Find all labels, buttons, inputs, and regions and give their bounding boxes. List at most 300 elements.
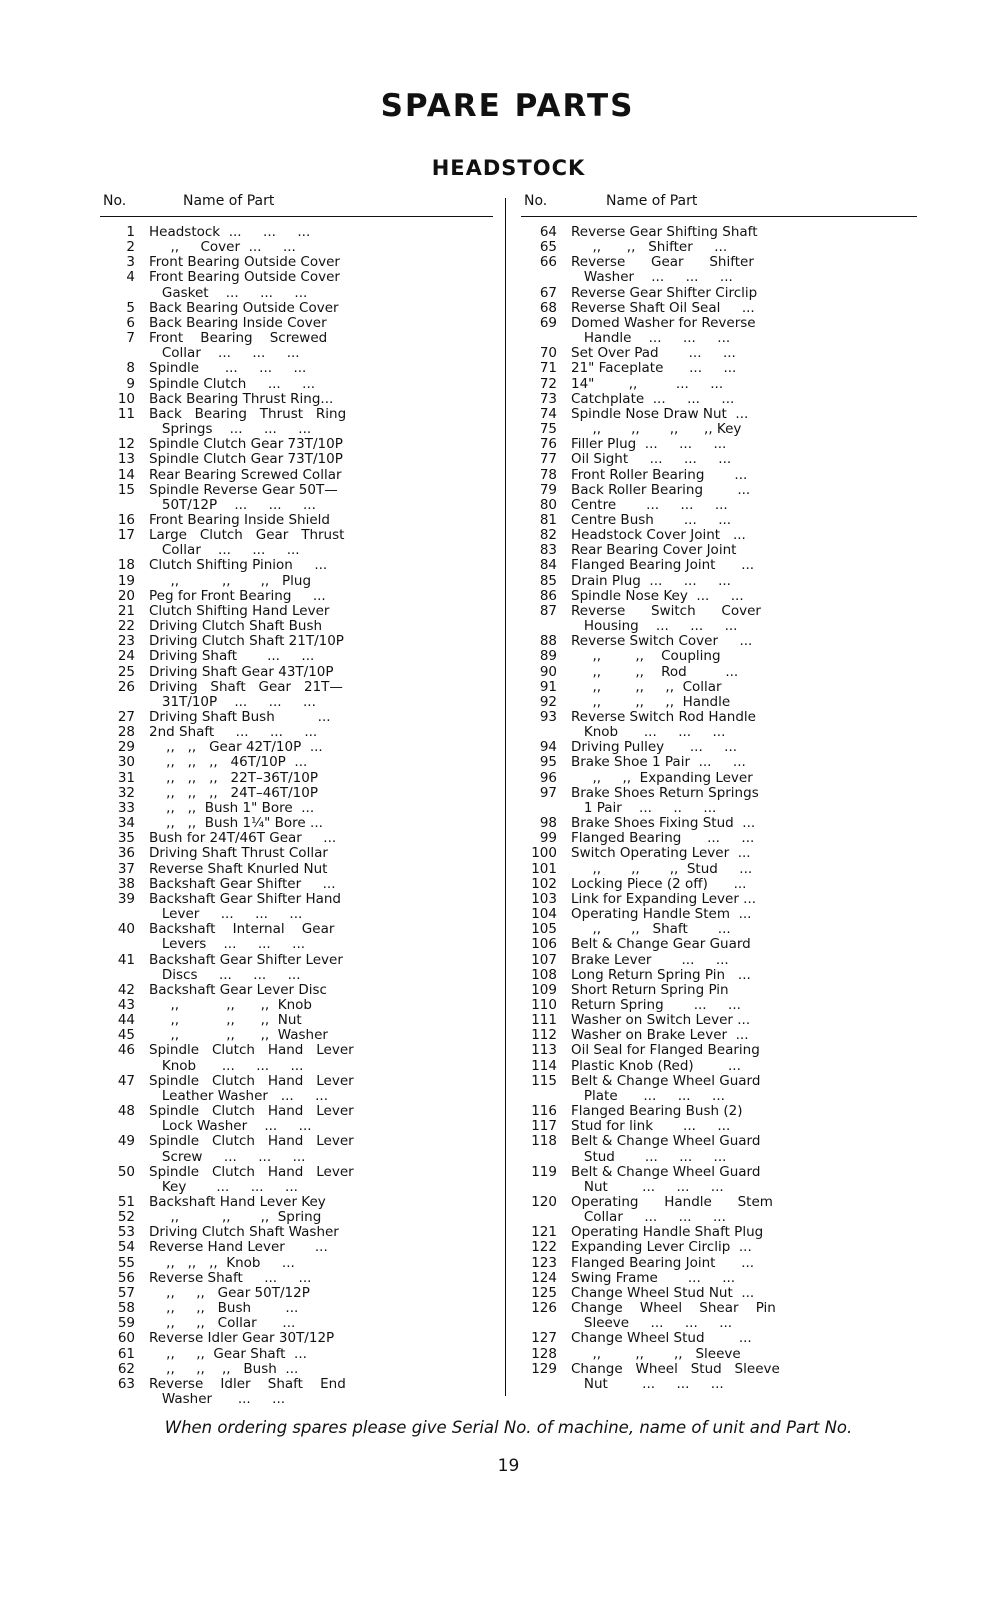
- part-number: 67: [539, 284, 557, 301]
- part-number: 21: [117, 602, 135, 619]
- part-name: Return Spring ... ...: [571, 996, 741, 1013]
- part-number: 66: [539, 254, 557, 271]
- part-number: [100, 346, 135, 361]
- column-header-name: Name of Part: [183, 193, 275, 209]
- part-row: [521, 755, 917, 770]
- part-name: Driving Shaft ... ...: [149, 648, 315, 665]
- part-number: 127: [531, 1330, 557, 1347]
- part-name: Belt & Change Gear Guard: [571, 936, 751, 953]
- part-number: 12: [117, 436, 135, 453]
- part-number: 57: [117, 1284, 135, 1301]
- part-name: Backshaft Hand Lever Key: [149, 1194, 326, 1210]
- part-number: 108: [531, 966, 557, 983]
- part-name: ,, ,, ,, Spring: [149, 1209, 322, 1226]
- part-name: Brake Shoes Return Springs: [571, 784, 759, 801]
- part-name: Centre Bush ... ...: [571, 511, 732, 528]
- part-name: Collar ... ... ...: [571, 1209, 726, 1226]
- part-row: [100, 392, 493, 407]
- part-name: Reverse Shaft Knurled Nut: [149, 860, 328, 877]
- part-row: [100, 725, 493, 740]
- part-name: Spindle ... ... ...: [149, 360, 307, 377]
- part-name: ,, ,, Bush 1" Bore ...: [149, 799, 315, 816]
- part-row: [521, 270, 917, 285]
- part-name: Reverse Shaft ... ...: [149, 1269, 312, 1286]
- part-row: [521, 1271, 917, 1286]
- part-name: ,, ,, ,, Knob ...: [149, 1254, 295, 1271]
- part-name: ,, ,, ,, Handle: [571, 693, 731, 710]
- part-number: 17: [117, 527, 135, 544]
- part-number: 19: [117, 572, 135, 589]
- part-row: [100, 1256, 493, 1271]
- part-number: 88: [539, 633, 557, 650]
- part-name: Driving Shaft Bush ...: [149, 709, 331, 725]
- part-number: 122: [531, 1239, 557, 1256]
- part-row: [521, 301, 917, 316]
- part-number: 105: [531, 921, 557, 938]
- part-name: Washer ... ... ...: [571, 269, 733, 286]
- part-row: [521, 1316, 917, 1331]
- part-row: [100, 1165, 493, 1180]
- part-name: ,, ,, ,, Nut: [149, 1012, 302, 1029]
- part-name: Oil Seal for Flanged Bearing: [571, 1042, 760, 1059]
- part-number: 106: [531, 936, 557, 953]
- part-number: 45: [117, 1027, 135, 1044]
- part-row: [100, 665, 493, 680]
- part-name: Domed Washer for Reverse: [571, 314, 756, 331]
- part-number: 37: [117, 860, 135, 877]
- part-name: Backshaft Gear Lever Disc: [149, 981, 327, 998]
- part-row: [521, 498, 917, 513]
- part-row: [100, 755, 493, 770]
- part-row: [100, 1119, 493, 1134]
- part-name: Driving Clutch Shaft 21T/10P: [149, 633, 344, 650]
- part-row: [100, 543, 493, 558]
- part-row: [521, 1256, 917, 1271]
- part-number: [521, 1316, 557, 1331]
- part-row: [521, 316, 917, 331]
- part-name: Back Bearing Inside Cover: [149, 314, 327, 331]
- part-name: ,, ,, Shifter ...: [571, 239, 728, 256]
- part-name: Front Bearing Screwed: [149, 330, 328, 347]
- part-number: 109: [531, 981, 557, 998]
- part-row: [521, 240, 917, 255]
- page-number: 19: [497, 1456, 520, 1476]
- part-number: 91: [539, 678, 557, 695]
- part-number: 111: [531, 1012, 557, 1029]
- part-name: Change Wheel Shear Pin: [571, 1300, 776, 1317]
- part-row: [521, 1119, 917, 1134]
- part-number: 95: [539, 754, 557, 771]
- part-number: 11: [117, 405, 135, 422]
- part-row: [100, 377, 493, 392]
- part-name: ,, ,, ,, Knob: [149, 996, 312, 1013]
- part-row: [100, 771, 493, 786]
- part-name: Set Over Pad ... ...: [571, 345, 736, 362]
- part-row: [100, 255, 493, 270]
- part-row: [521, 907, 917, 922]
- part-name: Leather Washer ... ...: [149, 1087, 329, 1104]
- part-number: 112: [531, 1027, 557, 1044]
- part-number: [521, 1180, 557, 1195]
- column-divider: [505, 198, 506, 1396]
- part-name: ,, ,, ,, Collar: [571, 678, 722, 695]
- part-name: ,, ,, ,, 22T–36T/10P: [149, 769, 319, 786]
- part-name: Reverse Gear Shifting Shaft: [571, 224, 758, 240]
- part-row: [100, 513, 493, 528]
- part-number: 30: [117, 754, 135, 771]
- part-number: 78: [539, 466, 557, 483]
- part-name: Clutch Shifting Hand Lever: [149, 602, 330, 619]
- part-row: [521, 1134, 917, 1149]
- part-number: 84: [539, 557, 557, 574]
- part-name: Headstock ... ... ...: [149, 224, 311, 240]
- part-number: 104: [531, 906, 557, 923]
- part-number: 74: [539, 405, 557, 422]
- part-row: [100, 589, 493, 604]
- part-number: 114: [531, 1057, 557, 1074]
- part-number: 23: [117, 633, 135, 650]
- part-name: ,, ,, Gear Shaft ...: [149, 1345, 307, 1362]
- part-row: [100, 1028, 493, 1043]
- part-number: [521, 725, 557, 740]
- part-number: 85: [539, 572, 557, 589]
- part-name: Driving Shaft Thrust Collar: [149, 845, 328, 862]
- part-name: Switch Operating Lever ...: [571, 845, 751, 862]
- part-row: [100, 574, 493, 589]
- page-title: SPARE PARTS: [380, 88, 635, 124]
- part-name: Flanged Bearing Joint ...: [571, 557, 755, 574]
- part-name: Spindle Clutch Hand Lever: [149, 1072, 354, 1089]
- part-row: [521, 437, 917, 452]
- part-number: 39: [117, 890, 135, 907]
- part-number: 75: [539, 421, 557, 438]
- part-name: Front Bearing Outside Cover: [149, 254, 340, 271]
- part-row: [521, 528, 917, 543]
- part-number: 83: [539, 542, 557, 559]
- part-number: 53: [117, 1224, 135, 1241]
- part-number: 25: [117, 663, 135, 680]
- part-number: [100, 1059, 135, 1074]
- part-row: [100, 831, 493, 846]
- part-row: [100, 1104, 493, 1119]
- part-name: Driving Shaft Gear 21T—: [149, 678, 343, 695]
- part-number: 46: [117, 1042, 135, 1059]
- part-number: 49: [117, 1133, 135, 1150]
- part-name: Collar ... ... ...: [149, 542, 300, 559]
- column-header-no: No.: [103, 193, 127, 209]
- part-number: 52: [117, 1209, 135, 1226]
- part-name: ,, ,, Gear 42T/10P ...: [149, 739, 323, 756]
- part-row: [100, 877, 493, 892]
- part-row: [100, 286, 493, 301]
- part-number: 15: [117, 481, 135, 498]
- part-number: 113: [531, 1042, 557, 1059]
- part-row: [100, 346, 493, 361]
- part-name: Collar ... ... ...: [149, 345, 300, 362]
- part-row: [521, 422, 917, 437]
- part-row: [521, 225, 917, 240]
- part-row: [100, 1331, 493, 1346]
- part-number: 51: [117, 1194, 135, 1210]
- part-name: Spindle Nose Key ... ...: [571, 587, 744, 604]
- part-row: [100, 1286, 493, 1301]
- part-row: [521, 1043, 917, 1058]
- part-number: 33: [117, 799, 135, 816]
- part-number: 43: [117, 996, 135, 1013]
- part-row: [521, 892, 917, 907]
- part-row: [521, 452, 917, 467]
- part-number: 60: [117, 1330, 135, 1347]
- part-number: 64: [539, 224, 557, 240]
- part-name: Front Bearing Outside Cover: [149, 269, 340, 286]
- column-header-no: No.: [524, 193, 548, 209]
- part-number: 61: [117, 1345, 135, 1362]
- part-name: Reverse Shaft Oil Seal ...: [571, 299, 755, 316]
- part-number: 98: [539, 815, 557, 832]
- part-number: 70: [539, 345, 557, 362]
- part-name: Change Wheel Stud Sleeve: [571, 1360, 780, 1377]
- part-row: [100, 528, 493, 543]
- right-column: [521, 190, 917, 1392]
- part-name: Plate ... ... ...: [571, 1087, 725, 1104]
- part-name: Operating Handle Stem ...: [571, 906, 752, 923]
- part-row: [100, 1013, 493, 1028]
- part-name: Nut ... ... ...: [571, 1375, 724, 1392]
- part-number: 71: [539, 360, 557, 377]
- part-row: [100, 1225, 493, 1240]
- part-number: 125: [531, 1284, 557, 1301]
- part-number: 36: [117, 845, 135, 862]
- part-row: [521, 740, 917, 755]
- part-number: 48: [117, 1103, 135, 1120]
- part-number: 24: [117, 648, 135, 665]
- part-number: [521, 619, 557, 634]
- part-number: 13: [117, 451, 135, 468]
- part-number: [100, 1119, 135, 1134]
- part-name: Expanding Lever Circlip ...: [571, 1239, 752, 1256]
- part-row: [521, 953, 917, 968]
- part-name: ,, ,, ,, 24T–46T/10P: [149, 784, 319, 801]
- part-number: [521, 270, 557, 285]
- part-name: Levers ... ... ...: [149, 936, 306, 953]
- part-number: 117: [531, 1118, 557, 1135]
- part-number: 58: [117, 1300, 135, 1317]
- part-name: Stud for link ... ...: [571, 1118, 731, 1135]
- part-row: [521, 1377, 917, 1392]
- part-name: Bush for 24T/46T Gear ...: [149, 830, 337, 847]
- part-number: [521, 1089, 557, 1104]
- part-number: 16: [117, 511, 135, 528]
- part-row: [521, 831, 917, 846]
- part-number: 35: [117, 830, 135, 847]
- part-row: [521, 392, 917, 407]
- part-row: [100, 498, 493, 513]
- part-row: [521, 1150, 917, 1165]
- part-name: ,, ,, ,, Stud ...: [571, 860, 753, 877]
- part-row: [100, 225, 493, 240]
- part-row: [521, 589, 917, 604]
- part-name: Spindle Clutch Hand Lever: [149, 1103, 354, 1120]
- part-name: Back Bearing Outside Cover: [149, 299, 339, 316]
- part-name: Backshaft Gear Shifter Lever: [149, 951, 343, 968]
- part-row: [521, 1225, 917, 1240]
- part-row: [100, 361, 493, 376]
- part-number: 34: [117, 815, 135, 832]
- part-row: [521, 725, 917, 740]
- part-name: ,, ,, Bush ...: [149, 1300, 299, 1317]
- part-number: 59: [117, 1315, 135, 1332]
- part-name: Reverse Gear Shifter Circlip: [571, 284, 758, 301]
- part-row: [100, 998, 493, 1013]
- part-number: 47: [117, 1072, 135, 1089]
- part-row: [100, 740, 493, 755]
- part-number: 82: [539, 527, 557, 544]
- part-number: 100: [531, 845, 557, 862]
- part-name: Flanged Bearing Bush (2): [571, 1103, 743, 1120]
- part-name: Driving Clutch Shaft Washer: [149, 1224, 339, 1241]
- part-number: 55: [117, 1254, 135, 1271]
- part-name: Rear Bearing Screwed Collar: [149, 466, 342, 483]
- part-row: [521, 801, 917, 816]
- part-row: [100, 452, 493, 467]
- part-name: ,, ,, Expanding Lever: [571, 769, 753, 786]
- part-name: Change Wheel Stud Nut ...: [571, 1284, 755, 1301]
- part-number: [521, 1150, 557, 1165]
- part-number: 97: [539, 784, 557, 801]
- part-row: [100, 483, 493, 498]
- part-number: 5: [126, 299, 135, 316]
- part-row: [521, 574, 917, 589]
- part-row: [521, 1331, 917, 1346]
- part-name: Short Return Spring Pin: [571, 981, 729, 998]
- part-number: 2: [126, 239, 135, 256]
- part-row: [521, 680, 917, 695]
- part-number: 50: [117, 1163, 135, 1180]
- part-name: Handle ... ... ...: [571, 330, 731, 347]
- part-row: [521, 377, 917, 392]
- part-row: [521, 922, 917, 937]
- part-number: 62: [117, 1360, 135, 1377]
- part-name: Spindle Clutch Gear 73T/10P: [149, 451, 343, 468]
- part-row: [100, 270, 493, 285]
- part-number: 120: [531, 1194, 557, 1210]
- part-name: Front Roller Bearing ...: [571, 466, 748, 483]
- part-name: Reverse Gear Shifter: [571, 254, 754, 271]
- part-row: [521, 1362, 917, 1377]
- part-number: 38: [117, 875, 135, 892]
- part-number: 123: [531, 1254, 557, 1271]
- part-row: [100, 1195, 493, 1210]
- part-row: [521, 604, 917, 619]
- part-name: Reverse Idler Gear 30T/12P: [149, 1330, 335, 1347]
- part-number: [521, 1210, 557, 1225]
- part-name: ,, ,, Gear 50T/12P: [149, 1284, 310, 1301]
- part-number: 10: [117, 390, 135, 407]
- part-name: Stud ... ... ...: [571, 1148, 727, 1165]
- part-row: [100, 1074, 493, 1089]
- part-number: [100, 907, 135, 922]
- part-number: 8: [126, 360, 135, 377]
- part-number: 79: [539, 481, 557, 498]
- part-number: 126: [531, 1300, 557, 1317]
- part-name: Plastic Knob (Red) ...: [571, 1057, 741, 1074]
- part-row: [100, 1240, 493, 1255]
- part-number: [521, 801, 557, 816]
- part-row: [521, 331, 917, 346]
- part-name: Locking Piece (2 off) ...: [571, 875, 747, 892]
- part-row: [100, 1392, 493, 1407]
- part-row: [521, 695, 917, 710]
- section-title: HEADSTOCK: [431, 156, 586, 180]
- part-name: Housing ... ... ...: [571, 618, 738, 635]
- part-row: [521, 1180, 917, 1195]
- part-name: Reverse Idler Shaft End: [149, 1375, 346, 1392]
- part-number: 18: [117, 557, 135, 574]
- part-name: ,, ,, Bush 1¼" Bore ...: [149, 815, 323, 832]
- part-name: Driving Shaft Gear 43T/10P: [149, 663, 334, 680]
- part-row: [100, 907, 493, 922]
- part-row: [100, 953, 493, 968]
- part-number: 86: [539, 587, 557, 604]
- part-name: Front Bearing Inside Shield: [149, 511, 330, 528]
- part-row: [521, 983, 917, 998]
- part-number: 6: [126, 314, 135, 331]
- part-row: [100, 968, 493, 983]
- part-number: 107: [531, 951, 557, 968]
- part-row: [521, 1301, 917, 1316]
- part-row: [100, 437, 493, 452]
- part-number: 31: [117, 769, 135, 786]
- part-number: 3: [126, 254, 135, 271]
- part-number: 115: [531, 1072, 557, 1089]
- part-name: Brake Lever ... ...: [571, 951, 729, 968]
- part-row: [521, 1240, 917, 1255]
- part-row: [100, 937, 493, 952]
- part-name: Belt & Change Wheel Guard: [571, 1163, 761, 1180]
- part-row: [100, 816, 493, 831]
- part-row: [521, 1286, 917, 1301]
- part-name: Belt & Change Wheel Guard: [571, 1072, 761, 1089]
- part-number: 102: [531, 875, 557, 892]
- part-row: [521, 786, 917, 801]
- part-number: [100, 498, 135, 513]
- part-row: [521, 483, 917, 498]
- part-name: 2nd Shaft ... ... ...: [149, 724, 318, 741]
- part-row: [100, 1301, 493, 1316]
- part-name: Spindle Clutch Gear 73T/10P: [149, 436, 343, 453]
- part-row: [100, 634, 493, 649]
- part-row: [100, 710, 493, 725]
- part-number: [100, 1089, 135, 1104]
- part-row: [100, 846, 493, 861]
- part-row: [521, 513, 917, 528]
- part-number: 101: [531, 860, 557, 877]
- part-number: 128: [531, 1345, 557, 1362]
- part-row: [100, 786, 493, 801]
- part-row: [521, 862, 917, 877]
- part-row: [100, 301, 493, 316]
- part-number: [100, 1150, 135, 1165]
- part-row: [100, 1150, 493, 1165]
- part-number: 77: [539, 451, 557, 468]
- part-number: [100, 1392, 135, 1407]
- part-row: [521, 286, 917, 301]
- part-row: [521, 1195, 917, 1210]
- part-name: 1 Pair ... .. ...: [571, 799, 717, 816]
- part-number: 7: [126, 330, 135, 347]
- part-row: [100, 1377, 493, 1392]
- part-number: 44: [117, 1012, 135, 1029]
